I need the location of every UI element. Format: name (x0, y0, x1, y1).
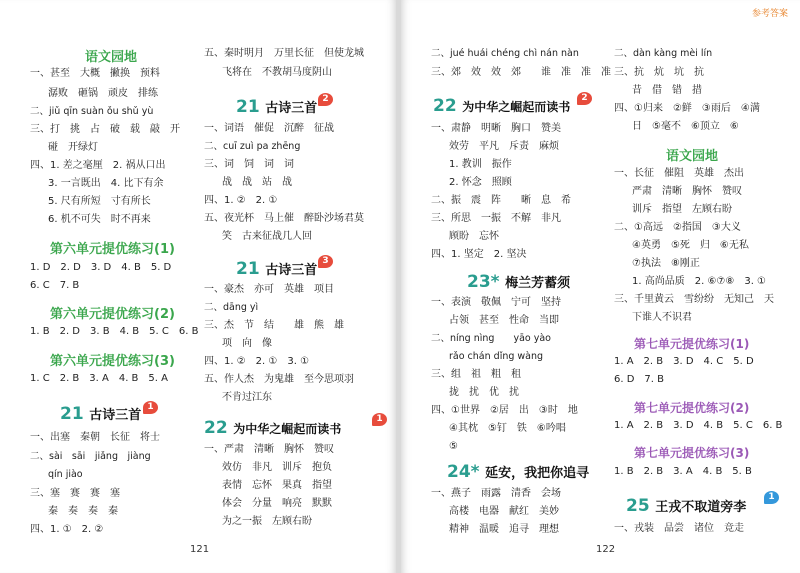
answer-line: 潺败 砸锅 顽皮 排练 (48, 88, 158, 99)
answer-line: ④其枕 ⑤钉 铁 ⑥吟唱 (449, 423, 566, 434)
section-title: 第七单元提优练习(1) (634, 337, 750, 351)
lesson-title: 为中华之崛起而读书 (233, 422, 342, 436)
answer-line: 1. 教训 振作 (449, 159, 512, 170)
answer-line: 一、表演 敬佩 宁可 坚持 (431, 297, 561, 308)
answer-line: 一、词语 催促 沉醉 征战 (204, 123, 334, 134)
lesson-number: 22 (433, 96, 457, 116)
answer-line: 三、词 饲 词 词 (204, 159, 294, 170)
lesson-badge: 2 (577, 92, 592, 105)
answer-line: 5. 尺有所短 寸有所长 (48, 196, 151, 207)
lesson-heading (60, 404, 141, 424)
answer-line: 为之一振 左顾右盼 (222, 516, 312, 527)
answer-line: 日 ⑤毫不 ⑥顶立 ⑥ (632, 121, 739, 132)
answer-line: 三、组 祖 粗 租 (431, 369, 521, 380)
answer-line: 1. D 2. D 3. D 4. B 5. D (30, 262, 172, 273)
page-number: 122 (596, 544, 616, 555)
answer-line: 6. C 7. B (30, 280, 80, 291)
answer-line: 一、出塞 秦朝 长征 将士 (30, 432, 160, 443)
answer-line: 飞将在 不教胡马度阴山 (222, 67, 332, 78)
answer-line: 四、1. ① 2. ② (30, 524, 104, 535)
right-page (401, 0, 800, 573)
answer-line: 三、杰 节 结 雄 熊 雄 (204, 320, 344, 331)
lesson-badge: 2 (318, 93, 333, 106)
answer-line: ⑦执法 ⑧刚正 (632, 258, 700, 269)
answer-line: 二、jiǔ qīn suàn ǒu shǔ yù (30, 106, 154, 117)
answer-line: 1. A 2. B 3. D 4. B 5. C 6. B (614, 420, 783, 431)
page-number: 121 (190, 544, 210, 555)
answer-line: 三、塞 赛 赛 塞 (30, 488, 120, 499)
answer-line: 下谁人不识君 (632, 312, 692, 323)
answer-line: 占领 甚至 性命 当即 (449, 315, 559, 326)
answer-line: rǎo chán dǐng wàng (449, 351, 544, 362)
answer-line: 四、①世界 ②居 出 ③时 地 (431, 405, 578, 416)
section-title: 第七单元提优练习(2) (634, 401, 750, 415)
answer-line: 二、振 震 阵 晰 息 希 (431, 195, 571, 206)
answer-line: 严肃 清晰 胸怀 赞叹 (632, 186, 742, 197)
lesson-heading (433, 96, 570, 116)
answer-line: 一、戎装 品尝 诸位 竞走 (614, 523, 744, 534)
answer-line: 1. B 2. D 3. B 4. B 5. C 6. B (30, 326, 199, 337)
answer-line: 三、抗 炕 坑 抗 (614, 67, 704, 78)
lesson-title: 古诗三首 (89, 408, 142, 423)
answer-line: 一、肃静 明晰 胸口 赞美 (431, 123, 561, 134)
left-page (0, 0, 396, 573)
answer-key-header: 参考答案 (751, 9, 788, 19)
answer-line: 一、严肃 清晰 胸怀 赞叹 (204, 444, 334, 455)
answer-line: 二、cuī zuì pa zhēng (204, 141, 301, 152)
lesson-heading (626, 496, 746, 516)
answer-line: 一、长征 催阻 英雄 杰出 (614, 168, 744, 179)
answer-line: 昔 借 错 措 (632, 85, 702, 96)
answer-line: 二、dàn kàng mèi lín (614, 48, 713, 59)
lesson-badge: 1 (764, 491, 779, 504)
answer-line: 3. 一言既出 4. 比下有余 (48, 178, 164, 189)
answer-line: 四、1. 差之毫厘 2. 祸从口出 (30, 160, 166, 171)
answer-line: 四、1. 坚定 2. 坚决 (431, 249, 527, 260)
answer-line: 6. D 7. B (614, 374, 664, 385)
lesson-number: 25 (626, 496, 650, 516)
lesson-badge: 1 (143, 401, 158, 414)
answer-line: 五、作人杰 为鬼雄 至今思项羽 (204, 374, 354, 385)
answer-line: 高楼 电器 献红 美妙 (449, 506, 559, 517)
section-title: 第六单元提优练习(3) (50, 354, 175, 369)
answer-line: qín jiào (48, 469, 83, 480)
lesson-number: 24* (447, 462, 480, 482)
answer-line: 不肯过江东 (222, 392, 272, 403)
lesson-number: 21 (236, 97, 260, 117)
answer-line: 三、郊 效 效 郊 谁 准 准 准 (431, 67, 611, 78)
answer-line: 四、1. ② 2. ① (204, 195, 278, 206)
section-title: 第六单元提优练习(1) (50, 242, 175, 257)
lesson-title: 古诗三首 (265, 101, 318, 116)
answer-line: 一、豪杰 亦可 英雄 项目 (204, 284, 334, 295)
answer-line: ⑤ (449, 441, 458, 452)
section-title: 第六单元提优练习(2) (50, 307, 175, 322)
answer-line: 一、燕子 雨露 清香 会场 (431, 488, 561, 499)
answer-line: 三、所思 一振 不解 非凡 (431, 213, 561, 224)
section-title: 语文园地 (85, 50, 138, 65)
section-title: 第七单元提优练习(3) (634, 446, 750, 460)
answer-line: 二、níng nìng yāo yào (431, 333, 551, 344)
lesson-number: 23* (467, 272, 500, 292)
answer-line: 效劳 平凡 斥责 麻烦 (449, 141, 559, 152)
answer-line: 项 向 像 (222, 338, 272, 349)
answer-line: 一、甚至 大概 撇换 预料 (30, 68, 160, 79)
lesson-heading (447, 462, 589, 482)
answer-line: 顾盼 忘怀 (449, 231, 499, 242)
answer-line: 精神 温暖 追寻 理想 (449, 524, 559, 535)
lesson-title: 为中华之崛起而读书 (462, 100, 571, 114)
answer-line: 秦 奏 奏 秦 (48, 506, 118, 517)
answer-line: 1. C 2. B 3. A 4. B 5. A (30, 373, 168, 384)
answer-line: 二、jué huái chéng chì nán nàn (431, 48, 579, 59)
answer-line: 碰 开绿灯 (48, 142, 98, 153)
lesson-heading (204, 418, 341, 438)
lesson-badge: 3 (318, 255, 333, 268)
answer-line: 1. A 2. B 3. D 4. C 5. D (614, 356, 754, 367)
answer-line: 1. B 2. B 3. A 4. B 5. B (614, 466, 752, 477)
lesson-number: 21 (60, 404, 84, 424)
answer-line: 表情 忘怀 果真 指望 (222, 480, 332, 491)
answer-line: 四、①归来 ②鲜 ③雨后 ④满 (614, 103, 760, 114)
answer-line: 五、秦时明月 万里长征 但使龙城 (204, 48, 364, 59)
answer-line: 6. 机不可失 时不再来 (48, 214, 151, 225)
answer-line: 五、夜光杯 马上催 醉卧沙场君莫 (204, 213, 364, 224)
answer-line: 效仿 非凡 训斥 抱负 (222, 462, 332, 473)
lesson-heading (467, 272, 570, 292)
lesson-heading (236, 97, 317, 117)
lesson-title: 古诗三首 (265, 263, 318, 278)
answer-line: 体会 分量 响亮 默默 (222, 498, 332, 509)
lesson-title: 梅兰芳蓄须 (505, 276, 571, 291)
lesson-heading (236, 259, 317, 279)
answer-line: 二、①高远 ②指国 ③大义 (614, 222, 741, 233)
lesson-title: 延安，我把你追寻 (485, 466, 590, 481)
answer-line: 四、1. ② 2. ① 3. ① (204, 356, 310, 367)
lesson-badge: 1 (372, 413, 387, 426)
answer-line: 三、打 挑 占 破 载 敲 开 (30, 124, 180, 135)
answer-line: 拢 扰 优 扰 (449, 387, 519, 398)
lesson-title: 王戎不取道旁李 (655, 500, 747, 515)
section-title: 语文园地 (666, 149, 719, 164)
answer-line: 三、千里黄云 雪纷纷 无知己 天 (614, 294, 774, 305)
answer-line: 训斥 指望 左顾右盼 (632, 204, 732, 215)
answer-line: 战 战 站 战 (222, 177, 292, 188)
answer-line: ④英勇 ⑤死 归 ⑥无私 (632, 240, 749, 251)
answer-line: 1. 高尚品质 2. ⑥⑦⑧ 3. ① (632, 276, 767, 287)
answer-line: 2. 怀念 照顾 (449, 177, 512, 188)
lesson-number: 22 (204, 418, 228, 438)
answer-line: 二、dāng yì (204, 302, 259, 313)
answer-line: 笑 古来征战几人回 (222, 231, 312, 242)
answer-line: 二、sài sāi jiǎng jiàng (30, 451, 151, 462)
lesson-number: 21 (236, 259, 260, 279)
